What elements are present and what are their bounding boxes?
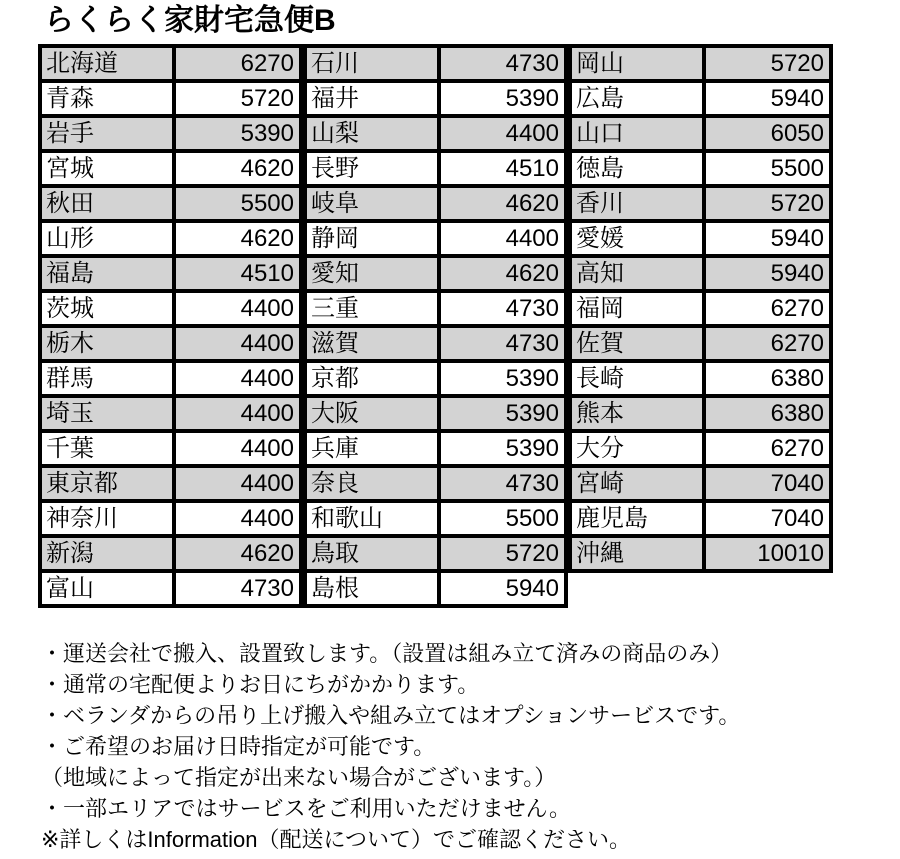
prefecture-name-cell: 群馬 bbox=[40, 361, 174, 396]
table-row bbox=[305, 361, 566, 396]
prefecture-name-cell: 福岡 bbox=[570, 291, 704, 326]
price-cell: 4400 bbox=[174, 361, 301, 396]
price-cell: 4400 bbox=[439, 116, 566, 151]
prefecture-name-cell: 長野 bbox=[305, 151, 439, 186]
table-row bbox=[570, 501, 831, 536]
prefecture-name-cell: 静岡 bbox=[305, 221, 439, 256]
prefecture-name-cell: 愛知 bbox=[305, 256, 439, 291]
prefecture-name-cell: 岡山 bbox=[570, 46, 704, 81]
table-row bbox=[40, 221, 301, 256]
table-row bbox=[570, 116, 831, 151]
price-cell: 5940 bbox=[439, 571, 566, 606]
prefecture-name-cell: 宮城 bbox=[40, 151, 174, 186]
prefecture-name-cell: 東京都 bbox=[40, 466, 174, 501]
table-row bbox=[570, 536, 831, 571]
prefecture-name-cell: 和歌山 bbox=[305, 501, 439, 536]
price-cell: 5500 bbox=[704, 151, 831, 186]
table-row bbox=[305, 571, 566, 606]
table-row bbox=[305, 291, 566, 326]
table-row bbox=[305, 431, 566, 466]
price-cell: 4400 bbox=[174, 326, 301, 361]
prefecture-name-cell: 鹿児島 bbox=[570, 501, 704, 536]
table-row bbox=[570, 291, 831, 326]
price-cell: 6270 bbox=[704, 291, 831, 326]
price-cell: 5500 bbox=[174, 186, 301, 221]
price-cell: 6050 bbox=[704, 116, 831, 151]
prefecture-name-cell: 鳥取 bbox=[305, 536, 439, 571]
price-table-column-2 bbox=[303, 44, 568, 608]
prefecture-name-cell: 埼玉 bbox=[40, 396, 174, 431]
table-row bbox=[570, 151, 831, 186]
table-row bbox=[305, 396, 566, 431]
note-item: ・通常の宅配便よりお日にちがかかります。 bbox=[41, 672, 480, 697]
price-table-column-1 bbox=[38, 44, 303, 608]
prefecture-name-cell: 福井 bbox=[305, 81, 439, 116]
prefecture-name-cell: 長崎 bbox=[570, 361, 704, 396]
price-table-column-3 bbox=[568, 44, 833, 573]
table-row bbox=[305, 536, 566, 571]
prefecture-name-cell: 北海道 bbox=[40, 46, 174, 81]
prefecture-name-cell: 徳島 bbox=[570, 151, 704, 186]
prefecture-name-cell: 広島 bbox=[570, 81, 704, 116]
prefecture-name-cell: 栃木 bbox=[40, 326, 174, 361]
price-cell: 5720 bbox=[704, 46, 831, 81]
price-cell: 7040 bbox=[704, 466, 831, 501]
price-cell: 5720 bbox=[174, 81, 301, 116]
price-cell: 4400 bbox=[174, 291, 301, 326]
price-cell: 4620 bbox=[174, 221, 301, 256]
table-row bbox=[40, 361, 301, 396]
price-cell: 4400 bbox=[174, 431, 301, 466]
table-row bbox=[40, 396, 301, 431]
table-row bbox=[40, 431, 301, 466]
prefecture-name-cell: 佐賀 bbox=[570, 326, 704, 361]
table-row bbox=[305, 326, 566, 361]
prefecture-name-cell: 秋田 bbox=[40, 186, 174, 221]
prefecture-name-cell: 大分 bbox=[570, 431, 704, 466]
price-cell: 5390 bbox=[439, 81, 566, 116]
table-row bbox=[570, 81, 831, 116]
table-row bbox=[305, 81, 566, 116]
table-row bbox=[570, 361, 831, 396]
table-row bbox=[570, 326, 831, 361]
table-row bbox=[40, 326, 301, 361]
price-cell: 4730 bbox=[439, 46, 566, 81]
prefecture-name-cell: 岩手 bbox=[40, 116, 174, 151]
price-cell: 4620 bbox=[174, 151, 301, 186]
prefecture-name-cell: 島根 bbox=[305, 571, 439, 606]
shipping-price-table bbox=[38, 44, 833, 608]
prefecture-name-cell: 千葉 bbox=[40, 431, 174, 466]
price-cell: 4400 bbox=[174, 501, 301, 536]
table-row bbox=[305, 221, 566, 256]
prefecture-name-cell: 神奈川 bbox=[40, 501, 174, 536]
table-row bbox=[305, 466, 566, 501]
prefecture-name-cell: 山梨 bbox=[305, 116, 439, 151]
price-cell: 4510 bbox=[174, 256, 301, 291]
table-row bbox=[40, 571, 301, 606]
table-row bbox=[40, 291, 301, 326]
prefecture-name-cell: 石川 bbox=[305, 46, 439, 81]
table-row bbox=[305, 501, 566, 536]
note-item: ・運送会社で搬入、設置致します。（設置は組み立て済みの商品のみ） bbox=[41, 641, 733, 666]
price-cell: 6270 bbox=[174, 46, 301, 81]
note-item: ・ベランダからの吊り上げ搬入や組み立てはオプションサービスです。 bbox=[41, 703, 741, 728]
price-cell: 6380 bbox=[704, 396, 831, 431]
table-row bbox=[40, 256, 301, 291]
prefecture-name-cell: 大阪 bbox=[305, 396, 439, 431]
price-cell: 7040 bbox=[704, 501, 831, 536]
price-cell: 5720 bbox=[439, 536, 566, 571]
table-row bbox=[570, 466, 831, 501]
prefecture-name-cell: 熊本 bbox=[570, 396, 704, 431]
prefecture-name-cell: 茨城 bbox=[40, 291, 174, 326]
prefecture-name-cell: 山口 bbox=[570, 116, 704, 151]
table-row bbox=[305, 46, 566, 81]
table-row bbox=[305, 186, 566, 221]
price-cell: 4730 bbox=[439, 291, 566, 326]
prefecture-name-cell: 新潟 bbox=[40, 536, 174, 571]
prefecture-name-cell: 富山 bbox=[40, 571, 174, 606]
table-row bbox=[570, 186, 831, 221]
note-item: （地域によって指定が出来ない場合がございます。） bbox=[41, 765, 557, 790]
price-cell: 5500 bbox=[439, 501, 566, 536]
price-cell: 5390 bbox=[174, 116, 301, 151]
price-cell: 6380 bbox=[704, 361, 831, 396]
price-cell: 5390 bbox=[439, 396, 566, 431]
prefecture-name-cell: 京都 bbox=[305, 361, 439, 396]
price-cell: 5940 bbox=[704, 221, 831, 256]
price-cell: 4620 bbox=[174, 536, 301, 571]
price-cell: 6270 bbox=[704, 431, 831, 466]
page-title: らくらく家財宅急便B bbox=[44, 4, 336, 37]
prefecture-name-cell: 沖縄 bbox=[570, 536, 704, 571]
table-row bbox=[570, 396, 831, 431]
price-cell: 4730 bbox=[174, 571, 301, 606]
prefecture-name-cell: 岐阜 bbox=[305, 186, 439, 221]
price-cell: 4620 bbox=[439, 256, 566, 291]
table-row bbox=[40, 46, 301, 81]
table-row bbox=[40, 466, 301, 501]
table-row bbox=[40, 151, 301, 186]
table-row bbox=[570, 256, 831, 291]
prefecture-name-cell: 香川 bbox=[570, 186, 704, 221]
price-cell: 4730 bbox=[439, 466, 566, 501]
price-cell: 5720 bbox=[704, 186, 831, 221]
price-cell: 6270 bbox=[704, 326, 831, 361]
price-cell: 4620 bbox=[439, 186, 566, 221]
table-row bbox=[570, 46, 831, 81]
table-row bbox=[305, 151, 566, 186]
table-row bbox=[40, 501, 301, 536]
price-cell: 10010 bbox=[704, 536, 831, 571]
prefecture-name-cell: 山形 bbox=[40, 221, 174, 256]
table-row bbox=[40, 536, 301, 571]
price-cell: 4510 bbox=[439, 151, 566, 186]
prefecture-name-cell: 高知 bbox=[570, 256, 704, 291]
price-cell: 5940 bbox=[704, 256, 831, 291]
prefecture-name-cell: 滋賀 bbox=[305, 326, 439, 361]
table-row bbox=[305, 116, 566, 151]
table-row bbox=[40, 81, 301, 116]
price-cell: 4400 bbox=[439, 221, 566, 256]
prefecture-name-cell: 福島 bbox=[40, 256, 174, 291]
price-cell: 4400 bbox=[174, 466, 301, 501]
prefecture-name-cell: 宮崎 bbox=[570, 466, 704, 501]
table-row bbox=[40, 186, 301, 221]
price-cell: 4400 bbox=[174, 396, 301, 431]
price-cell: 5390 bbox=[439, 361, 566, 396]
prefecture-name-cell: 兵庫 bbox=[305, 431, 439, 466]
table-row bbox=[305, 256, 566, 291]
prefecture-name-cell: 愛媛 bbox=[570, 221, 704, 256]
note-item: ※詳しくはInformation（配送について）でご確認ください。 bbox=[41, 827, 632, 852]
table-row bbox=[40, 116, 301, 151]
prefecture-name-cell: 青森 bbox=[40, 81, 174, 116]
prefecture-name-cell: 三重 bbox=[305, 291, 439, 326]
note-item: ・一部エリアではサービスをご利用いただけません。 bbox=[41, 796, 571, 821]
price-cell: 4730 bbox=[439, 326, 566, 361]
notes-list bbox=[41, 638, 740, 855]
table-row bbox=[570, 221, 831, 256]
price-cell: 5390 bbox=[439, 431, 566, 466]
prefecture-name-cell: 奈良 bbox=[305, 466, 439, 501]
table-row bbox=[570, 431, 831, 466]
price-cell: 5940 bbox=[704, 81, 831, 116]
note-item: ・ご希望のお届け日時指定が可能です。 bbox=[41, 734, 436, 759]
